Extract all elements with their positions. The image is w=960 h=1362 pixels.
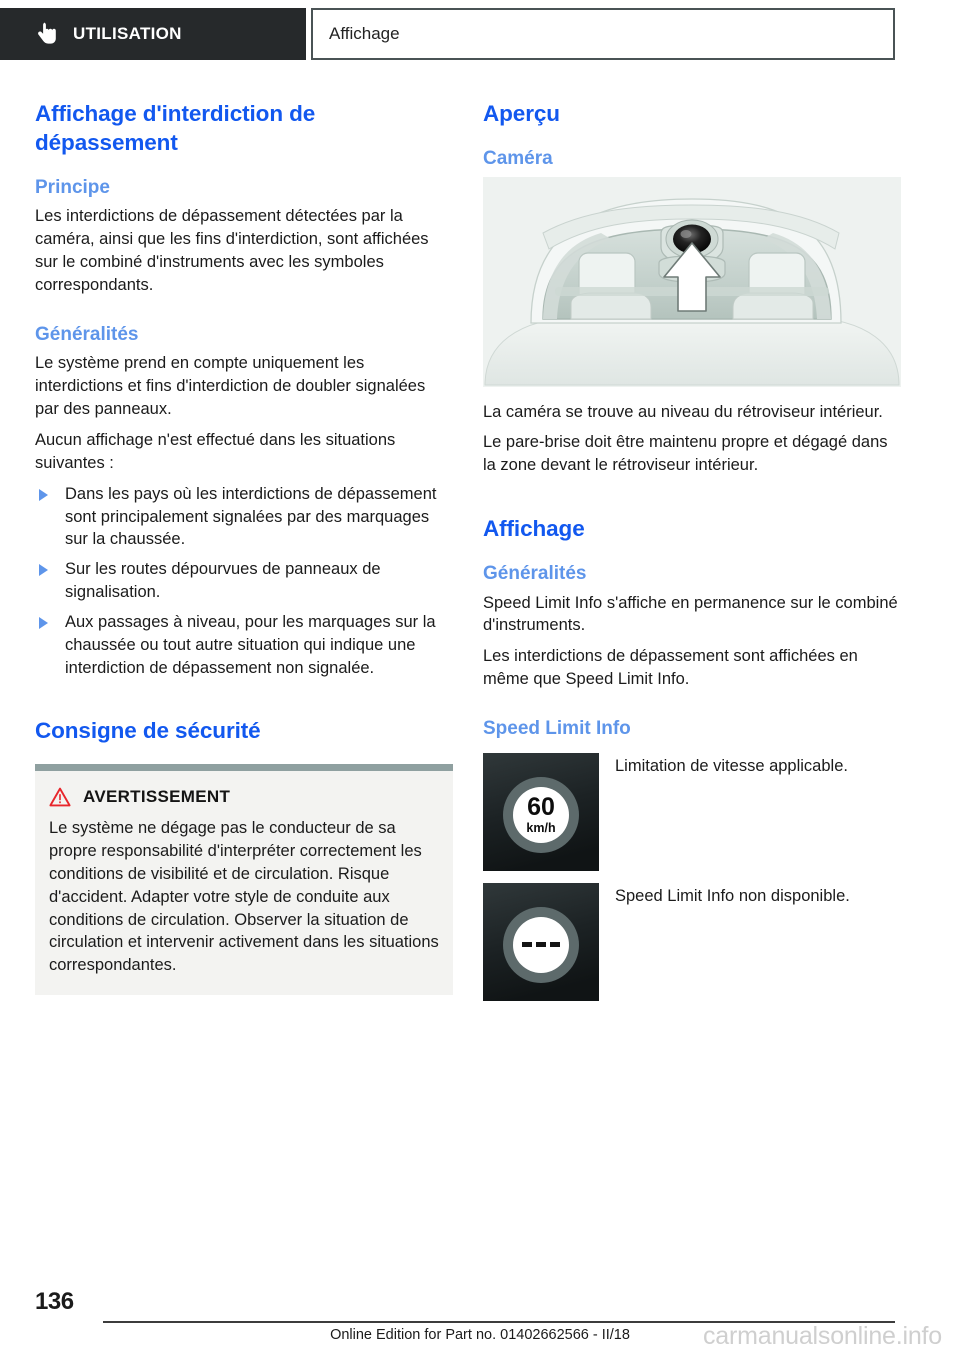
affichage-paragraph-1: Speed Limit Info s'affiche en permanence sur le combiné d'instruments.: [483, 593, 898, 635]
list-item: [35, 483, 453, 552]
header-section-label: UTILISATION: [73, 24, 182, 43]
warning-header: [49, 787, 439, 807]
triangle-bullet-icon: [39, 564, 48, 576]
right-column: [483, 100, 901, 1001]
list-item-label: Aux passages à niveau, pour les marquages sur la chaussée ou tout autre situation qui indique une interdiction de dépassement non signalée.: [65, 612, 436, 677]
warning-triangle-icon: [49, 787, 71, 807]
generalites-paragraph-2: Aucun affichage n'est effectué dans les situations suivantes :: [35, 431, 396, 472]
heading-affichage-generalites: Généralités: [483, 562, 587, 584]
footer-edition-text: Online Edition for Part no. 01402662566 - II/18: [330, 1327, 630, 1343]
heading-generalites: Généralités: [35, 323, 139, 345]
list-item-label: Sur les routes dépourvues de panneaux de signalisation.: [65, 560, 381, 602]
breadcrumb-label: Affichage: [329, 24, 400, 43]
speed-limit-value: 60: [527, 792, 555, 821]
watermark-text: carmanualsonline.info: [702, 1322, 942, 1350]
left-column: [35, 100, 453, 995]
warning-text: Le système ne dégage pas le conducteur de sa propre responsabilité d'interpréter correctement les conditions de visibilité et de circulation. Risque d'accident. Adapter votre style de conduite aux conditions de circulation. Observer la situation de circulation et intervenir activement dans les situations correspondantes.: [49, 819, 439, 975]
page-header: [0, 8, 960, 60]
warning-box: [35, 764, 453, 995]
header-section-tab[interactable]: [0, 8, 306, 60]
speed-limit-60-icon: [483, 753, 599, 871]
speed-limit-caption: Limitation de vitesse applicable.: [615, 756, 848, 775]
speed-limit-caption: Speed Limit Info non disponible.: [615, 886, 850, 905]
heading-apercu: Aperçu: [483, 101, 560, 126]
heading-principe: Principe: [35, 176, 110, 198]
speed-limit-row-applicable: [483, 753, 901, 871]
heading-consigne-de-securite: Consigne de sécurité: [35, 718, 261, 744]
heading-camera: Caméra: [483, 147, 553, 169]
speed-limit-unavailable-icon: [483, 883, 599, 1001]
generalites-paragraph-1: Le système prend en compte uniquement les interdictions et fins d'interdiction de doubler signalées par des panneaux.: [35, 354, 426, 419]
affichage-paragraph-2: Les interdictions de dépassement sont affichées en même que Speed Limit Info.: [483, 647, 858, 689]
list-item: [35, 558, 453, 604]
triangle-bullet-icon: [39, 617, 48, 629]
warning-box-content: [35, 771, 453, 995]
warning-label: AVERTISSEMENT: [83, 787, 231, 807]
triangle-bullet-icon: [39, 489, 48, 501]
camera-paragraph-1: La caméra se trouve au niveau du rétroviseur intérieur.: [483, 402, 883, 421]
hand-pointer-icon: [38, 22, 57, 46]
breadcrumb[interactable]: [311, 8, 895, 60]
page-number: 136: [35, 1288, 74, 1315]
speed-limit-row-unavailable: [483, 883, 901, 1001]
principe-paragraph: Les interdictions de dépassement détectées par la caméra, ainsi que les fins d'interdiction, sont affichées sur le combiné d'instruments avec les symboles correspondants.: [35, 207, 429, 294]
speed-limit-unit: km/h: [526, 820, 556, 835]
heading-speed-limit-info: Speed Limit Info: [483, 718, 631, 739]
heading-affichage: Affichage: [483, 516, 585, 542]
list-item-label: Dans les pays où les interdictions de dépassement sont principalement signalées par des marquages sur la chaussée.: [65, 484, 437, 549]
windshield-camera-illustration: [483, 177, 901, 387]
generalites-bullet-list: [35, 483, 453, 680]
list-item: [35, 611, 453, 680]
warning-box-top-bar: [35, 764, 453, 771]
page-footer: [0, 1272, 960, 1362]
page-title: Affichage d'interdiction de dépassement: [35, 101, 316, 155]
camera-paragraph-2: Le pare-brise doit être maintenu propre et dégagé dans la zone devant le rétroviseur intérieur.: [483, 433, 888, 475]
